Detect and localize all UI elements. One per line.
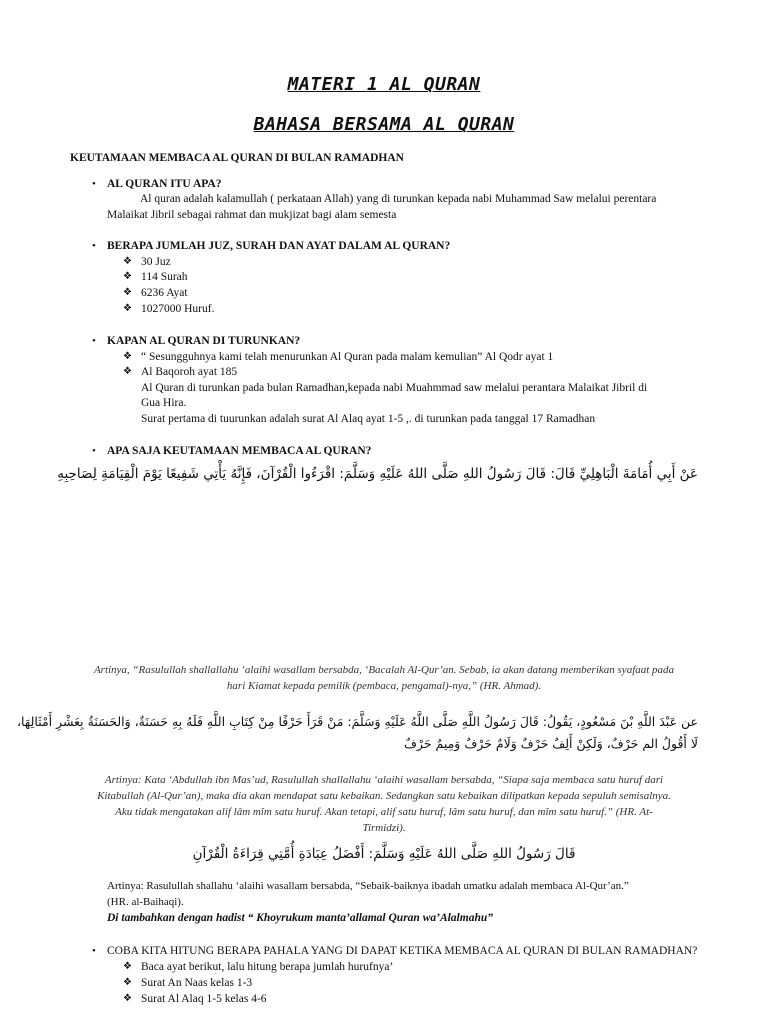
list-item: 114 Surah: [141, 271, 188, 283]
section-heading: COBA KITA HITUNG BERAPA PAHALA YANG DI DAPAT KETIKA MEMBACA AL QURAN DI BULAN RAMADHAN?: [107, 945, 698, 957]
paragraph-line: Al Quran di turunkan pada bulan Ramadhan,kepada nabi Muahmmad saw melalui perantara Malaikat Jibril di: [141, 382, 648, 394]
list-item: Baca ayat berikut, lalu hitung berapa jumlah hurufnya’: [141, 961, 394, 973]
diamond-bullet-icon: ❖: [123, 287, 132, 298]
bullet-icon: •: [92, 945, 96, 957]
list-item: 1027000 Huruf.: [141, 303, 215, 315]
bullet-icon: •: [92, 178, 96, 190]
section-heading: AL QURAN ITU APA?: [107, 178, 222, 190]
arabic-hadith: لَا أَقُولُ الم حَرْفٌ، وَلَكِنْ أَلِفٌ حَرْفٌ وَلَامٌ حَرْفٌ وَمِيمٌ حَرْفٌ: [403, 736, 698, 751]
translation-line: Tirmidzi).: [362, 822, 406, 834]
paragraph-line: Malaikat Jibril sebagai rahmat dan mukjizat bagi alam semesta: [107, 209, 397, 221]
bullet-icon: •: [92, 240, 96, 252]
arabic-hadith: قَالَ رَسُولُ اللهِ صَلَّى اللهُ عَلَيْهِ وَسَلَّمَ: أَفْضَلُ عِبَادَةِ أُمَّتِي قِرَاءَةُ الْقُرْآنِ: [192, 846, 576, 862]
diamond-bullet-icon: ❖: [123, 977, 132, 988]
arabic-hadith: عَنْ أَبِي أُمَامَةَ الْبَاهِلِيِّ قَالَ: قَالَ رَسُولُ اللهِ صَلَّى اللهُ عَلَيْهِ وَسَلَّمَ: اقْرَءُوا الْقُرْآنَ، فَإِنَّهُ يَأْتِي شَفِيعًا يَوْمَ الْقِيَامَةِ لِصَاحِبِهِ: [57, 466, 698, 482]
list-item: Surat An Naas kelas 1-3: [141, 977, 253, 989]
diamond-bullet-icon: ❖: [123, 961, 132, 972]
list-item: 6236 Ayat: [141, 287, 188, 299]
page-title: MATERI 1 AL QURAN: [287, 74, 481, 95]
bullet-icon: •: [92, 335, 96, 347]
list-item: Al Baqoroh ayat 185: [141, 366, 238, 378]
paragraph-line: Surat pertama di tuurunkan adalah surat Al Alaq ayat 1-5 ,. di turunkan pada tanggal 17 Ramadhan: [141, 413, 596, 425]
list-item: Surat Al Alaq 1-5 kelas 4-6: [141, 993, 267, 1005]
page-subtitle: BAHASA BERSAMA AL QURAN: [253, 114, 515, 135]
diamond-bullet-icon: ❖: [123, 993, 132, 1004]
translation-line: hari Kiamat kepada pemilik (pembaca, pengamal)-nya,” (HR. Ahmad).: [226, 680, 542, 692]
diamond-bullet-icon: ❖: [123, 351, 132, 362]
arabic-hadith: عن عَبْدَ اللَّهِ بْنَ مَسْعُودٍ، يَقُولُ: قَالَ رَسُولُ اللَّهِ صَلَّى اللَّهُ عَلَيْهِ وَسَلَّمَ: مَنْ قَرَأَ حَرْفًا مِنْ كِتَابِ اللَّهِ فَلَهُ بِهِ حَسَنَةٌ، وَالحَسَنَةُ بِعَشْرِ أَمْثَالِهَا،: [16, 714, 698, 729]
main-heading: KEUTAMAAN MEMBACA AL QURAN DI BULAN RAMADHAN: [70, 152, 404, 164]
paragraph-line: Al quran adalah kalamullah ( perkataan Allah) yang di turunkan kepada nabi Muhammad Saw melalui perentara: [140, 193, 657, 205]
diamond-bullet-icon: ❖: [123, 366, 132, 377]
section-heading: APA SAJA KEUTAMAAN MEMBACA AL QURAN?: [107, 445, 372, 457]
translation-line: Kitabullah (Al-Qur’an), maka dia akan mendapat satu kebaikan. Sedangkan satu kebaikan dilipatkan kepada sepuluh semisalnya.: [97, 790, 671, 802]
diamond-bullet-icon: ❖: [123, 303, 132, 314]
translation-line: Aku tidak mengatakan alif lâm mîm satu huruf. Akan tetapi, alif satu huruf, lâm satu huruf, dan mîm satu huruf.” (HR. At-: [115, 806, 653, 818]
paragraph-line: (HR. al-Baihaqi).: [107, 896, 184, 908]
diamond-bullet-icon: ❖: [123, 271, 132, 282]
list-item: “ Sesungguhnya kami telah menurunkan Al Quran pada malam kemulian” Al Qodr ayat 1: [141, 351, 554, 363]
translation-line: Artinya: Kata ‘Abdullah ibn Mas’ud, Rasulullah shallallahu ‘alaihi wasallam bersabda, “Siapa saja membaca satu huruf dari: [104, 774, 664, 786]
paragraph-line: Artinya: Rasulullah shallahu ‘alaihi wasallam bersabda, “Sebaik-baiknya ibadah umatku adalah membaca Al-Qur’an.”: [107, 880, 629, 892]
list-item: 30 Juz: [141, 256, 171, 268]
section-heading: KAPAN AL QURAN DI TURUNKAN?: [107, 335, 301, 347]
translation-line: Artinya, “Rasulullah shallallahu ‘alaihi wasallam bersabda, ‘Bacalah Al-Qur’an. Sebab, ia akan datang memberikan syafaat pada: [93, 664, 675, 676]
extra-hadith: Di tambahkan dengan hadist “ Khoyrukum manta’allamal Quran wa’Alalmahu”: [107, 912, 493, 924]
paragraph-line: Gua Hira.: [141, 397, 187, 409]
bullet-icon: •: [92, 445, 96, 457]
diamond-bullet-icon: ❖: [123, 256, 132, 267]
section-heading: BERAPA JUMLAH JUZ, SURAH DAN AYAT DALAM AL QURAN?: [107, 240, 451, 252]
